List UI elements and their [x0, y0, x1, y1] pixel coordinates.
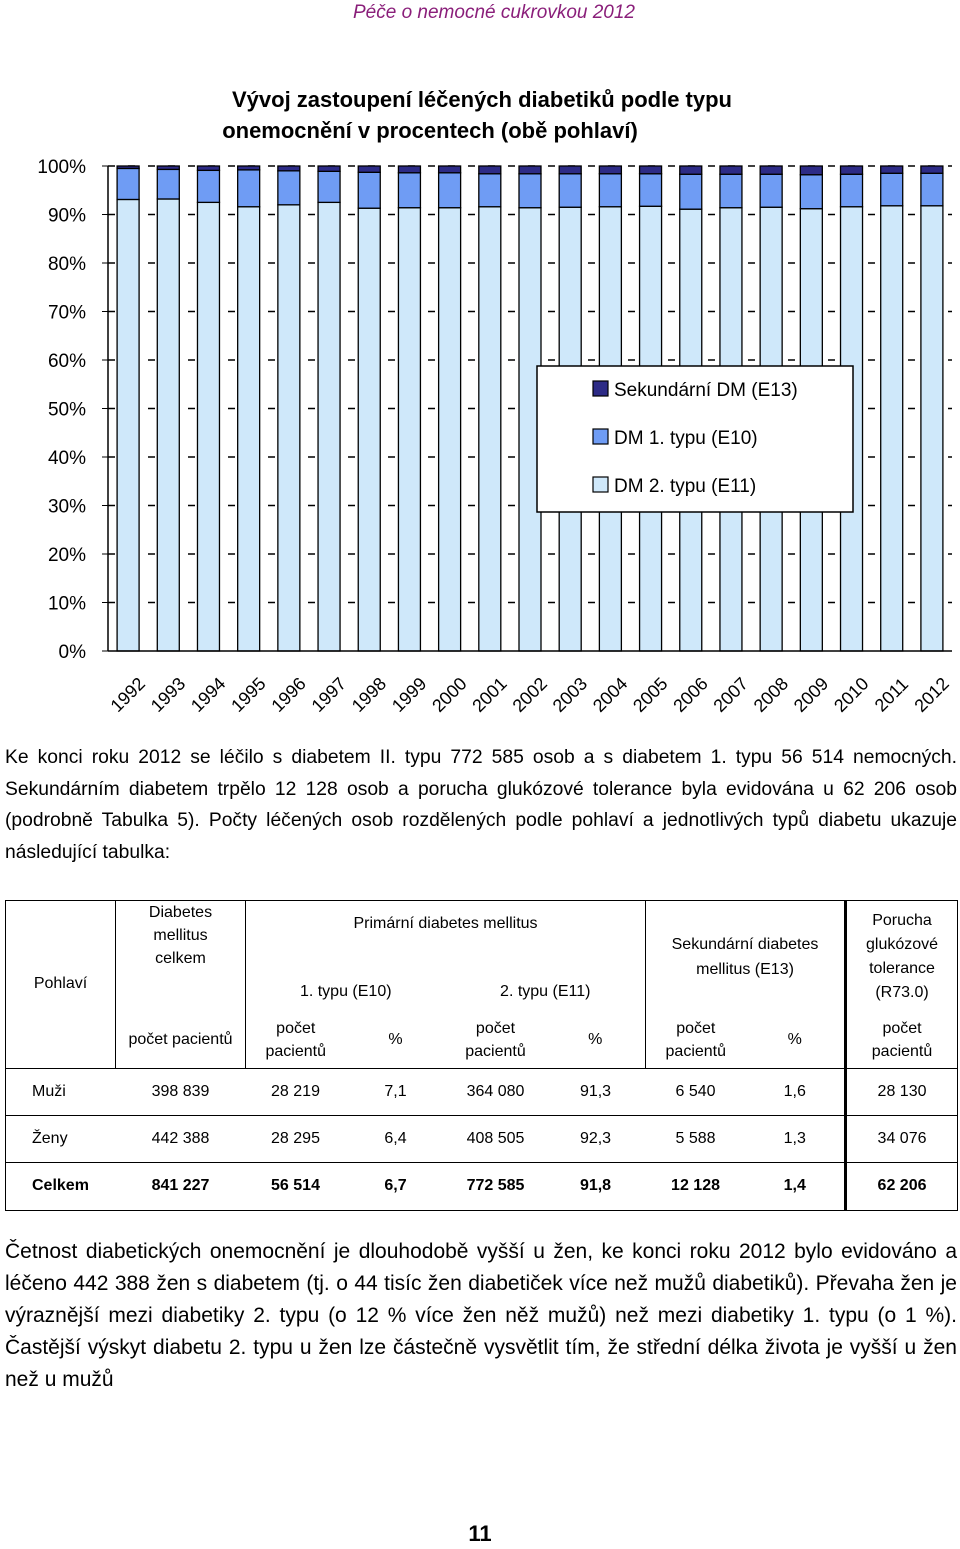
bar-segment — [680, 166, 702, 174]
bar-segment — [881, 166, 903, 173]
x-tick-label: 1992 — [106, 673, 150, 716]
bar-segment — [921, 206, 943, 651]
bar-chart — [0, 80, 960, 740]
x-tick-label: 1993 — [146, 673, 190, 716]
bar-segment — [479, 207, 501, 651]
y-tick-label: 50% — [47, 399, 86, 421]
bar-segment — [519, 166, 541, 174]
x-tick-label: 2005 — [629, 673, 672, 716]
bar-segment — [318, 171, 340, 202]
x-tick-label: 2000 — [428, 673, 471, 716]
bar-segment — [157, 199, 179, 651]
bar-segment — [640, 166, 662, 174]
paragraph-intro: Ke konci roku 2012 se léčilo s diabetem II. typu 772 585 osob a s diabetem 1. typu 56 514 nemocných. Sekundárním diabetem trpělo 12 128 osob a porucha glukózové tolerance byla evidována u 62 206 osob (podrobně Tabulka 5). Počty léčených osob rozdělených podle pohlaví a jednotlivých typů diabetu ukazuje následující tabulka: — [5, 747, 957, 863]
header-pocet-sek: počet pacientů — [646, 1012, 746, 1068]
chart-title-line-2: onemocnění v procentech (obě pohlaví) — [222, 118, 638, 143]
bar-segment — [318, 202, 340, 651]
x-tick-label: 2008 — [749, 673, 793, 716]
header-typ2: 2. typu (E11) — [500, 983, 591, 1000]
bar-segment — [559, 166, 581, 174]
bar-segment — [800, 175, 822, 209]
bar-segment — [479, 174, 501, 207]
bar-segment — [439, 173, 461, 208]
x-tick-label: 2006 — [669, 673, 712, 716]
x-tick-label: 1998 — [347, 673, 391, 716]
table-row-total: Celkem 841 227 56 514 6,7 772 585 91,8 12 128 1,4 62 206 — [6, 1162, 958, 1210]
bar-segment — [117, 166, 139, 168]
header-porucha: Porucha glukózové tolerance (R73.0) — [846, 901, 958, 1013]
bar-segment — [197, 202, 219, 651]
x-tick-label: 2003 — [548, 673, 592, 716]
y-tick-label: 40% — [47, 448, 86, 469]
bar-segment — [599, 174, 621, 207]
header-pct-typ2: % — [588, 1030, 603, 1048]
bar-segment — [720, 174, 742, 207]
bar-segment — [881, 173, 903, 205]
y-tick-label: 0% — [58, 642, 86, 663]
bar-segment — [479, 166, 501, 174]
x-tick-label: 2011 — [870, 673, 913, 716]
bar-segment — [197, 166, 219, 170]
header-pocet-porucha: počet pacientů — [846, 1012, 958, 1068]
bar-segment — [157, 169, 179, 199]
bar-segment — [358, 208, 380, 651]
header-sekundarni: Sekundární diabetes mellitus (E13) — [646, 901, 846, 1013]
bar-segment — [921, 173, 943, 205]
bar-segment — [238, 166, 260, 170]
y-tick-label: 70% — [47, 302, 86, 324]
bar-segment — [439, 166, 461, 173]
y-tick-label: 10% — [47, 593, 86, 615]
x-tick-label: 2002 — [508, 673, 551, 716]
y-tick-label: 60% — [47, 351, 86, 372]
y-tick-label: 20% — [47, 545, 86, 566]
x-tick-label: 1995 — [227, 673, 270, 716]
bar-segment — [238, 170, 260, 207]
header-pct-typ1: % — [388, 1030, 403, 1048]
header-pct-sek: % — [787, 1030, 802, 1048]
chart-title-line-1: Vývoj zastoupení léčených diabetiků podle typu — [232, 87, 732, 112]
diabetes-table — [5, 900, 957, 1194]
x-tick-label: 2007 — [709, 673, 752, 716]
bar-segment — [117, 168, 139, 199]
y-tick-label: 90% — [47, 205, 86, 227]
legend-swatch — [593, 429, 608, 444]
bar-segment — [559, 174, 581, 207]
x-tick-label: 2004 — [588, 673, 632, 716]
x-tick-label: 1994 — [187, 673, 230, 716]
x-tick-label: 2012 — [910, 673, 953, 716]
header-pocet-typ1: počet pacientů — [246, 1012, 346, 1068]
y-tick-label: 100% — [37, 157, 86, 178]
bar-segment — [398, 173, 420, 208]
x-tick-label: 2010 — [830, 673, 873, 716]
bar-segment — [519, 174, 541, 208]
x-tick-label: 2001 — [468, 673, 511, 716]
bar-segment — [278, 171, 300, 205]
header-pocet-pacientu: počet pacientů — [116, 1012, 246, 1068]
bar-segment — [921, 166, 943, 173]
bar-segment — [720, 166, 742, 174]
page-number: 11 — [468, 1521, 492, 1546]
legend-swatch — [593, 477, 608, 492]
bar-segment — [238, 207, 260, 651]
x-tick-label: 1997 — [307, 673, 351, 716]
bar-segment — [680, 174, 702, 209]
table-row: Ženy 442 388 28 295 6,4 408 505 92,3 5 588 1,3 34 076 — [6, 1115, 958, 1162]
legend-label: Sekundární DM (E13) — [614, 380, 798, 401]
bar-segment — [398, 166, 420, 173]
bar-segment — [841, 166, 863, 174]
bar-segment — [760, 166, 782, 174]
legend-label: DM 1. typu (E10) — [614, 428, 758, 449]
y-tick-label: 80% — [47, 254, 86, 275]
table-row: Muži 398 839 28 219 7,1 364 080 91,3 6 540 1,6 28 130 — [6, 1068, 958, 1115]
bar-segment — [197, 170, 219, 202]
header-typ1: 1. typu (E10) — [246, 972, 446, 1012]
legend-swatch — [593, 381, 608, 396]
bar-segment — [117, 199, 139, 651]
bar-segment — [398, 208, 420, 651]
bar-segment — [157, 166, 179, 169]
bar-segment — [841, 174, 863, 206]
y-tick-label: 30% — [47, 496, 86, 518]
header-primarni: Primární diabetes mellitus — [246, 901, 646, 973]
running-header: Péče o nemocné cukrovkou 2012 — [352, 2, 635, 23]
bar-segment — [599, 166, 621, 174]
header-pohlavi: Pohlaví — [33, 975, 88, 993]
x-tick-label: 1996 — [267, 673, 310, 716]
x-tick-label: 1999 — [387, 673, 431, 716]
bar-segment — [881, 206, 903, 651]
x-tick-label: 2009 — [789, 673, 833, 716]
bar-segment — [358, 172, 380, 208]
bar-segment — [318, 166, 340, 171]
header-pocet-typ2: počet pacientů — [465, 1019, 526, 1060]
legend-label: DM 2. typu (E11) — [614, 476, 757, 497]
bar-segment — [439, 208, 461, 651]
bar-segment — [800, 166, 822, 175]
paragraph-conclusion: Četnost diabetických onemocnění je dlouhodobě vyšší u žen, ke konci roku 2012 bylo evidováno a léčeno 442 388 žen s diabetem (tj. o 44 tisíc žen diabetiček více než mužů diabetiků). Převaha žen je výraznější mezi diabetiky 2. typu (o 12 % více žen něž mužů) než mezi diabetiky 1. typu (o 1 %). Častější výskyt diabetu 2. typu u žen lze částečně vysvětlit tím, že střední délka života je vyšší u žen než u mužů — [5, 1240, 957, 1391]
bar-segment — [278, 166, 300, 171]
bar-segment — [358, 166, 380, 172]
header-celkem: Diabetes mellitus celkem — [116, 901, 246, 973]
bar-segment — [760, 174, 782, 207]
bar-segment — [278, 205, 300, 651]
bar-segment — [640, 174, 662, 206]
